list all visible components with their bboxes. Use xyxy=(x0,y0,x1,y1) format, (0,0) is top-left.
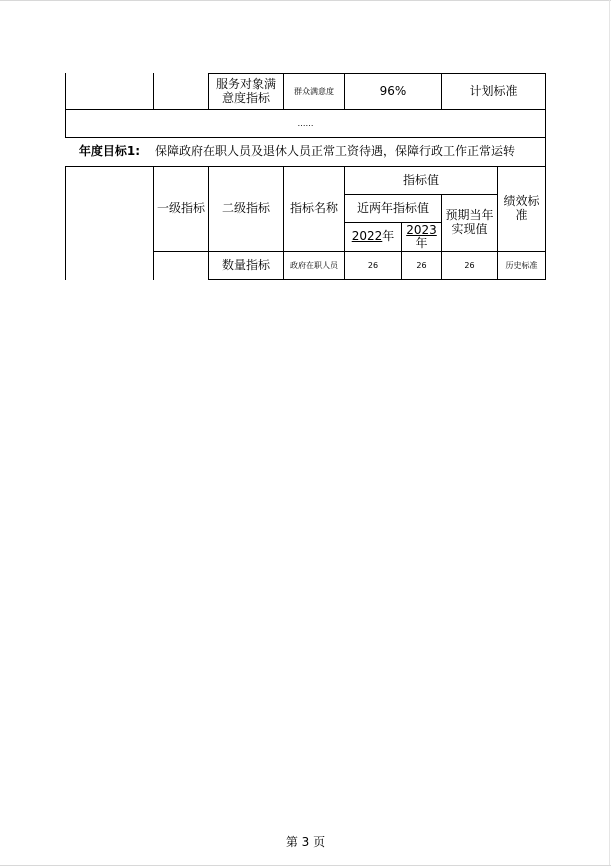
header-indicator-value-cell: 指标值 xyxy=(402,172,439,187)
indicator-satisfaction-cell: 群众满意度 xyxy=(294,86,334,96)
year-2022-suffix: 年 xyxy=(382,229,395,244)
level2-quantity-cell: 数量指标 xyxy=(221,257,270,272)
page-top-border xyxy=(0,0,611,1)
header-two-years-cell: 近两年指标值 xyxy=(356,200,429,215)
header-perf-standard-cell: 绩效标准 xyxy=(503,194,540,222)
header-year-2022-cell xyxy=(345,223,401,251)
value-2022-cell: 26 xyxy=(367,260,379,270)
value-2023-cell: 26 xyxy=(416,260,427,270)
ellipsis-cell: …… xyxy=(297,118,314,128)
header-year-2023-cell xyxy=(402,223,441,251)
goal-text-cell: 保障政府在职人员及退休人员正常工资待遇，保障行政工作正常运转 xyxy=(155,144,516,159)
header-level1-cell: 一级指标 xyxy=(156,201,205,216)
header-indicator-name-cell: 指标名称 xyxy=(289,201,338,216)
value-satisfaction-cell: 96% xyxy=(379,83,407,98)
header-level2-cell: 二级指标 xyxy=(221,201,270,216)
value-expected-cell: 26 xyxy=(464,260,475,270)
page-number: 第 3 页 xyxy=(285,835,326,849)
indicator-quantity-cell: 政府在职人员 xyxy=(290,260,338,270)
table-border xyxy=(153,73,154,110)
year-2022-number: 2022 xyxy=(351,229,383,244)
page-right-border xyxy=(609,0,610,866)
year-2023-number: 2023 xyxy=(406,223,437,238)
standard-satisfaction-cell: 计划标准 xyxy=(469,83,518,98)
goal-label-cell: 年度目标1: xyxy=(78,144,141,159)
year-2023-suffix: 年 xyxy=(415,236,428,250)
header-expected-cell: 预期当年实现值 xyxy=(445,208,494,236)
level2-satisfaction-cell: 服务对象满意度指标 xyxy=(215,76,276,105)
standard-quantity-cell: 历史标准 xyxy=(505,260,538,270)
table-border xyxy=(65,166,66,280)
table-border xyxy=(545,73,546,280)
table-border xyxy=(208,279,546,280)
